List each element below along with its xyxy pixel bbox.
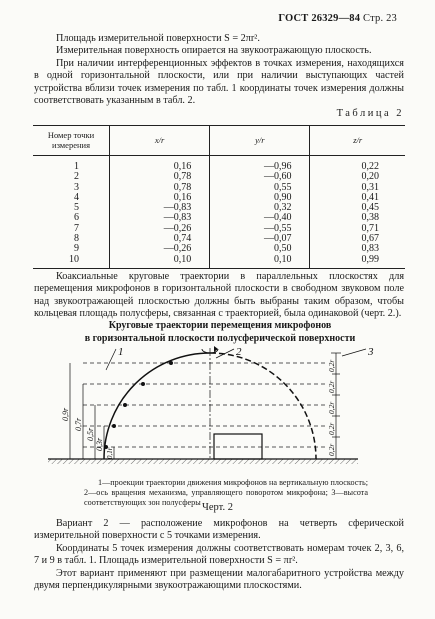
table-cell: —0,40	[210, 213, 310, 223]
table-cell: 5	[74, 202, 79, 214]
coordinates-table	[33, 125, 405, 269]
table-cell: 0,41	[310, 193, 405, 203]
table-cell: 0,22	[310, 156, 405, 173]
dimension-label: 0,7r	[74, 417, 83, 431]
table-cell: —0,26	[110, 244, 210, 254]
table-cell: 0,31	[310, 183, 405, 193]
dimension-label: 0,5r	[86, 427, 95, 441]
table-row	[33, 244, 405, 254]
dimension-label: 0,1r	[106, 447, 114, 459]
paragraph: Площадь измерительной поверхности S = 2πr².	[56, 33, 260, 44]
table-caption: Таблица 2	[336, 108, 404, 119]
table-cell: 0,10	[110, 255, 210, 269]
table-row	[33, 234, 405, 244]
paragraph: Вариант 2 — расположение микрофонов на четверть сферической измерительной поверхности с 5 точками измерения.	[34, 518, 404, 542]
callout-2-label: 2	[236, 346, 242, 358]
hemisphere-diagram	[28, 346, 388, 474]
table-row	[33, 213, 405, 223]
column-header: y/r	[210, 126, 310, 156]
paragraph: При наличии интерференционных эффектов в точках измерения, находящихся в одной горизонтальной плоскости, или при наличии выступающих частей устройства вблизи точек измерения по табл. 1 координаты точек измерения должны соответствовать указанным в табл. 2.	[34, 57, 404, 107]
zone-label: 0,2r	[327, 401, 336, 414]
table-cell: 0,38	[310, 213, 405, 223]
figure-caption: Черт. 2	[202, 502, 233, 513]
zone-label: 0,2r	[327, 443, 336, 456]
table-row	[33, 203, 405, 213]
table-cell: —0,26	[110, 224, 210, 234]
hemisphere-arc-hidden	[210, 353, 316, 459]
table-cell: 0,45	[310, 203, 405, 213]
table-cell: 0,74	[110, 234, 210, 244]
device-box	[214, 434, 262, 459]
zone-label: 0,2r	[327, 422, 336, 435]
table-cell: 3	[74, 181, 79, 193]
table-row	[33, 183, 405, 193]
table-cell: —0,83	[110, 213, 210, 223]
table-cell: 0,71	[310, 224, 405, 234]
table-row	[33, 224, 405, 234]
table-cell: 9	[74, 243, 79, 255]
paragraph: Координаты 5 точек измерения должны соответствовать номерам точек 2, 3, 6, 7 и 9 в табл. 1. Площадь измерительной поверхности S = πr².	[34, 542, 404, 567]
table-cell: 0,99	[310, 255, 405, 269]
table-cell: 0,78	[110, 183, 210, 193]
callout-1-label: 1	[118, 346, 124, 358]
column-header: z/r	[310, 126, 405, 156]
table-cell: 0,16	[110, 193, 210, 203]
dimension-label: 0,3r	[95, 437, 104, 451]
paragraph: Этот вариант применяют при размещении малогабаритного устройства между двумя перпендикулярными звукоотражающими плоскостями.	[34, 567, 404, 592]
table-cell: —0,83	[110, 203, 210, 213]
table-cell: 1	[74, 161, 79, 172]
closing-text	[34, 518, 404, 592]
page-number: Стр. 23	[363, 13, 397, 24]
standard-number: ГОСТ 26329—84	[278, 13, 361, 24]
table-row	[33, 172, 405, 182]
table-cell: 0,90	[210, 193, 310, 203]
table-cell: —0,07	[210, 234, 310, 244]
column-header: x/r	[110, 126, 210, 156]
table-header-row	[33, 126, 405, 156]
table-cell: 0,55	[210, 183, 310, 193]
table-cell: 2	[74, 171, 79, 183]
paragraph: Измерительная поверхность опирается на звукоотражающую плоскость.	[56, 45, 372, 57]
table-cell: 6	[74, 212, 79, 224]
table-cell: —0,96	[210, 156, 310, 173]
callout-3-label: 3	[368, 346, 374, 358]
figure-title-line: в горизонтальной плоскости полусферической поверхности	[84, 333, 356, 344]
table-cell: 0,10	[210, 255, 310, 269]
dimension-label: 0,9r	[61, 407, 70, 421]
table-cell: 4	[74, 191, 79, 203]
table-row	[33, 156, 405, 173]
legend-text: 1—проекции траектории движения микрофонов на вертикальную плоскость; 2—ось вращения механизма, управляющего поворотом микрофона; 3—высота соответствующих зон полусферы	[84, 478, 368, 507]
table-cell: 0,67	[310, 234, 405, 244]
table-cell: 0,16	[110, 156, 210, 173]
table-cell: 8	[74, 233, 79, 245]
left-labels	[61, 407, 114, 459]
ground-hatching	[48, 459, 358, 464]
table-row	[33, 255, 405, 269]
table-cell: 0,32	[210, 203, 310, 213]
zone-label: 0,2r	[327, 359, 336, 372]
paragraph: Коаксиальные круговые траектории в параллельных плоскостях для перемещения микрофонов в горизонтальной плоскости в свободном звуковом поле над звукоотражающей плоскостью должны быть выбраны таким образом, чтобы кольцевая площадь полусферы, связанная с траекторией, была одинаковой (черт. 2.).	[34, 271, 404, 320]
hemisphere-arc	[104, 353, 210, 459]
table-cell: 0,83	[310, 244, 405, 254]
zone-label: 0,2r	[327, 380, 336, 393]
table-row	[33, 193, 405, 203]
page-header	[278, 13, 397, 24]
table-cell: 0,20	[310, 172, 405, 182]
figure-title	[30, 319, 410, 345]
middle-text	[34, 271, 404, 321]
figure-title-line: Круговые траектории перемещения микрофонов	[108, 320, 332, 331]
trajectory-lines	[83, 363, 328, 447]
table-cell: —0,60	[210, 172, 310, 182]
table-cell: 10	[33, 255, 110, 269]
column-header: Номер точки измерения	[33, 126, 110, 156]
table-cell: 0,50	[210, 244, 310, 254]
left-dimension-lines	[70, 363, 114, 459]
table-cell: 7	[74, 222, 79, 234]
intro-text	[34, 33, 404, 107]
table-cell: —0,55	[210, 224, 310, 234]
table-cell: 0,78	[110, 172, 210, 182]
